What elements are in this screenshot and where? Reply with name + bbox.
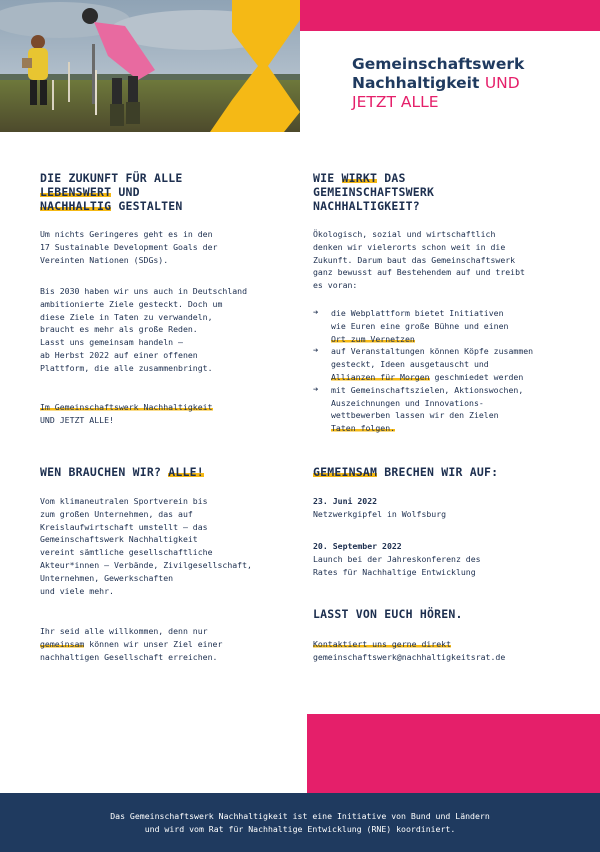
event-date: 20. September 2022 bbox=[313, 541, 402, 551]
people-planting-trees-photo bbox=[0, 0, 300, 132]
title-line-2-accent: UND bbox=[484, 74, 520, 92]
footer bbox=[0, 793, 600, 852]
text-und-jetzt-alle: UND JETZT ALLE! bbox=[40, 414, 114, 425]
page-title bbox=[352, 55, 524, 112]
title-line-1: Gemeinschaftswerk bbox=[352, 55, 525, 73]
paragraph-akteure: Vom klimaneutralen Sportverein bis zum großen Unternehmen, das auf Kreislaufwirtschaft umstellt – das Gemeinschaftswerk Nachhaltigkeit vereint sämtliche gesellschaftliche Akteur*innen – Verbände, Zivilgesellschaft, Unternehmen, Gewerkschaften und viele mehr. bbox=[40, 496, 252, 596]
heading-zukunft-end: GESTALTEN bbox=[111, 199, 183, 213]
title-line-3: JETZT ALLE bbox=[352, 93, 439, 111]
event-date: 23. Juni 2022 bbox=[313, 496, 378, 506]
paragraph-oekologisch: Ökologisch, sozial und wirtschaftlich denken wir vielerorts schon weit in die Zukunft. Darum baut das Gemeinschaftswerk ganz bewusst auf Bestehendem auf und treibt es voran: bbox=[313, 229, 525, 291]
paragraph-2030: Bis 2030 haben wir uns auch in Deutschland ambitionierte Ziele gesteckt. Doch um diese Ziele in Taten zu verwandeln, braucht es mehr als große Reden. Lasst uns gemeinsam handeln – ab Herbst 2022 auf einer offenen Plattform, die alle zusammenbringt. bbox=[40, 286, 248, 373]
contact-email-link[interactable]: gemeinschaftswerk@nachhaltigkeitsrat.de bbox=[313, 651, 506, 662]
header-pink-band bbox=[300, 0, 600, 31]
heading-zukunft-line1: DIE ZUKUNFT FÜR ALLE bbox=[40, 171, 183, 185]
paragraph-sdgs: Um nichts Geringeres geht es in den 17 Sustainable Development Goals der Vereinten Nationen (SDGs). bbox=[40, 229, 218, 265]
list-item-highlight: Allianzen für Morgen bbox=[331, 371, 430, 382]
heading-wie-text: WIE bbox=[313, 171, 342, 185]
list-item-text: mit Gemeinschaftszielen, Aktionswochen, Auszeichnungen und Innovations- wettbewerben lassen wir den Zielen bbox=[331, 384, 524, 421]
title-line-2 bbox=[352, 74, 524, 93]
heading-lasst-von-euch-hoeren: LASST VON EUCH HÖREN. bbox=[313, 607, 463, 621]
heading-zukunft-und: UND bbox=[111, 185, 140, 199]
paragraph-und-jetzt-alle bbox=[40, 401, 290, 427]
arrow-right-icon: ➔ bbox=[313, 384, 319, 395]
heading-wen-text: WEN BRAUCHEN WIR? bbox=[40, 465, 169, 479]
contact-label: Kontaktiert uns gerne direkt bbox=[313, 639, 452, 649]
list-item bbox=[313, 307, 588, 345]
contact-block bbox=[313, 638, 593, 664]
list-item-text: auf Veranstaltungen können Köpfe zusammen gesteckt, Ideen ausgetauscht und bbox=[331, 346, 534, 370]
event-2 bbox=[313, 540, 583, 578]
text-ziel: können wir unser Ziel einer nachhaltigen Gesellschaft erreichen. bbox=[40, 638, 223, 662]
heading-zukunft-highlight1: LEBENSWERT bbox=[40, 185, 112, 199]
list-item bbox=[313, 345, 588, 383]
event-title: Netzwerkgipfel in Wolfsburg bbox=[313, 508, 447, 519]
arrow-right-icon: ➔ bbox=[313, 308, 319, 318]
heading-wie-highlight: WIRKT bbox=[341, 171, 378, 185]
arrow-right-icon: ➔ bbox=[313, 346, 319, 357]
bottom-pink-block bbox=[307, 714, 600, 793]
footer-text: Das Gemeinschaftswerk Nachhaltigkeit ist eine Initiative von Bund und Ländern und wird vom Rat für Nachhaltige Entwicklung (RNE) koordiniert. bbox=[110, 811, 490, 834]
heading-zukunft bbox=[40, 171, 280, 213]
list-item bbox=[313, 384, 588, 435]
list-item-text-end: geschmiedet werden bbox=[429, 371, 524, 382]
paragraph-willkommen bbox=[40, 625, 300, 663]
heading-gemeinsam-highlight: GEMEINSAM bbox=[313, 465, 378, 479]
heading-zukunft-highlight2: NACHHALTIG bbox=[40, 199, 112, 213]
highlight-gemeinsam: gemeinsam bbox=[40, 638, 85, 649]
heading-gemeinsam-brechen bbox=[313, 465, 583, 479]
heading-wen-highlight: ALLE! bbox=[168, 465, 204, 479]
heading-wie-rest: DAS GEMEINSCHAFTSWERK NACHHALTIGKEIT? bbox=[313, 171, 435, 213]
feature-list bbox=[313, 307, 588, 435]
heading-wen-brauchen-wir bbox=[40, 465, 290, 479]
list-item-highlight: Ort zum Vernetzen bbox=[331, 333, 415, 344]
list-item-highlight: Taten folgen. bbox=[331, 423, 396, 434]
text-willkommen: Ihr seid alle willkommen, denn nur bbox=[40, 626, 208, 636]
heading-gemeinsam-rest: BRECHEN WIR AUF: bbox=[377, 465, 499, 479]
heading-wie-wirkt bbox=[313, 171, 573, 213]
header-photo bbox=[0, 0, 300, 132]
event-title: Launch bei der Jahreskonferenz des Rates für Nachhaltige Entwicklung bbox=[313, 553, 481, 577]
event-1 bbox=[313, 495, 583, 521]
highlight-gemeinschaftswerk: Im Gemeinschaftswerk Nachhaltigkeit bbox=[40, 402, 213, 412]
title-line-2-main: Nachhaltigkeit bbox=[352, 74, 485, 92]
list-item-text: die Webplattform bietet Initiativen wie Euren eine große Bühne und einen bbox=[331, 308, 509, 331]
